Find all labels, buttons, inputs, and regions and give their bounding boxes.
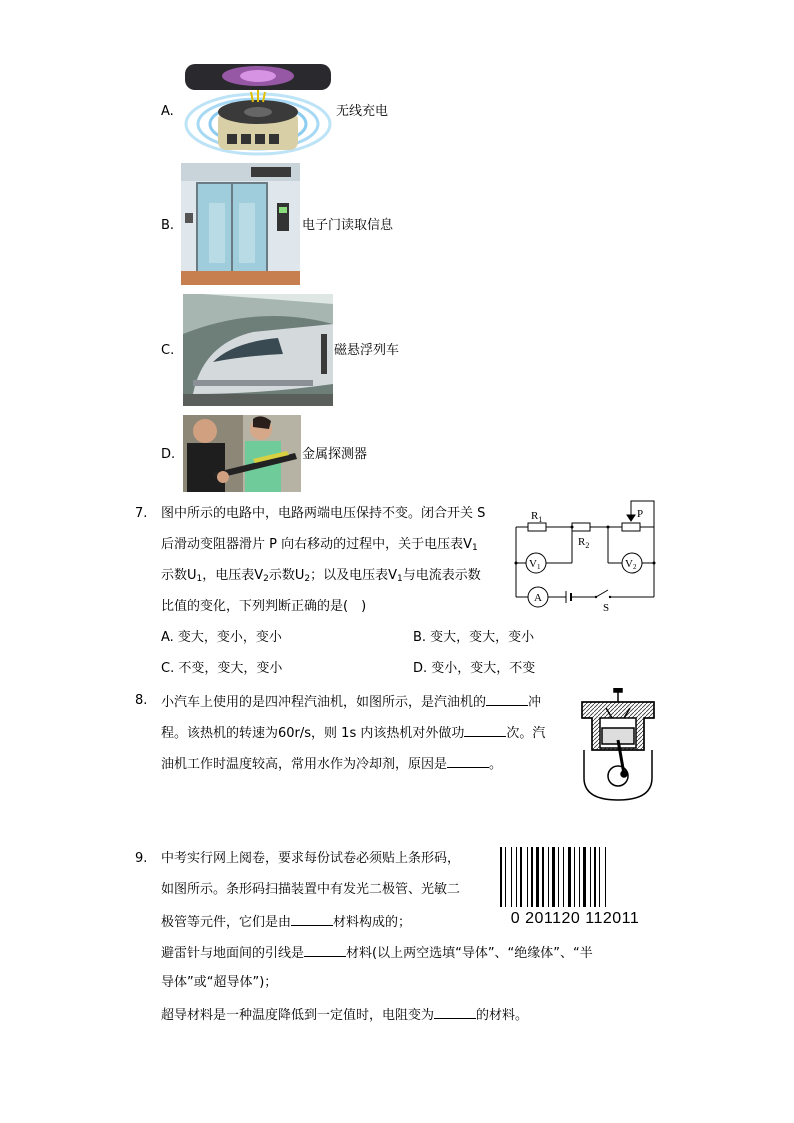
option-a-letter: A. [161,104,174,119]
q7-line1: 图中所示的电路中，电路两端电压保持不变。闭合开关 S [161,506,486,521]
q8-number: 8. [135,693,148,708]
barcode-bar [563,847,564,907]
metal-detector-image [183,415,301,492]
q7-line3: 示数$U_1$，电压表$V_2$示数$U_2$；以及电压表$V_1$与电流表示数 [161,568,481,584]
barcode-bar [590,847,591,907]
q7-line4: 比值的变化，下列判断正确的是( ) [161,599,367,614]
q9-number: 9. [135,851,148,866]
circuit-r2-label: $R_2$ [578,536,590,550]
circuit-s-label: S [603,602,610,614]
barcode-bar [548,847,549,907]
barcode-bar [511,847,512,907]
barcode-digits: 0 201120 112011 [510,910,640,927]
q7-number: 7. [135,506,148,521]
barcode-bar [500,847,502,907]
q9-line1: 中考实行网上阅卷，要求每份试卷必须贴上条形码， [161,851,461,866]
barcode-bar [594,847,596,907]
circuit-r1-label: $R_1$ [531,510,543,524]
barcode-bar [579,847,580,907]
q9-line3: 极管等元件，它们是由 材料构成的； [161,915,412,930]
q8-line1: 小汽车上使用的是四冲程汽油机，如图所示，是汽油机的 冲 [161,695,542,710]
barcode-bar [536,847,539,907]
q8-blank-3[interactable] [447,755,489,768]
circuit-p-label: P [637,508,644,520]
q9-line6: 超导材料是一种温度降低到一定值时，电阻变为 的材料。 [161,1008,529,1023]
option-b-label: 电子门读取信息 [302,218,394,233]
barcode-bar [605,847,606,907]
option-c-letter: C. [161,343,175,358]
option-d-letter: D. [161,447,176,462]
q7-line2: 后滑动变阻器滑片 P 向右移动的过程中，关于电压表$V_1$ [161,537,478,553]
q9-line5: 导体”或“超导体”)； [161,975,278,990]
q7-option-c: C. 不变，变大，变小 [161,661,283,676]
option-b-letter: B. [161,218,175,233]
q9-blank-1[interactable] [291,913,333,926]
barcode-bar [583,847,586,907]
wireless-charger-image [181,62,335,160]
q8-line3: 油机工作时温度较高，常用水作为冷却剂，原因是 。 [161,757,503,772]
barcode-bar [574,847,575,907]
option-a-label: 无线充电 [336,104,389,119]
barcode-bar [552,847,555,907]
q9-blank-2[interactable] [304,944,346,957]
circuit-v2-label: V2 [625,558,637,571]
barcode-bar [527,847,528,907]
barcode-image [492,845,658,927]
q9-blank-3[interactable] [434,1006,476,1019]
circuit-diagram [508,497,660,615]
barcode-bar [558,847,559,907]
option-c-label: 磁悬浮列车 [334,343,400,358]
q7-option-a: A. 变大，变小，变小 [161,630,282,645]
q8-line2: 程。该热机的转速为60r/s，则 1s 内该热机对外做功 次。汽 [161,726,546,741]
q7-option-d: D. 变小，变大，不变 [413,661,536,676]
electronic-door-image [181,163,300,285]
circuit-a-label: A [534,592,542,604]
q7-option-b: B. 变大，变大，变小 [413,630,535,645]
maglev-train-image [183,294,333,406]
q9-line2: 如图所示。条形码扫描装置中有发光二极管、光敏二 [161,882,461,897]
barcode-bar [542,847,544,907]
engine-diagram [578,688,658,804]
circuit-v1-label: V1 [529,558,541,571]
barcode-bar [599,847,600,907]
barcode-bar [505,847,506,907]
q8-blank-2[interactable] [464,724,506,737]
barcode-bar [531,847,533,907]
q8-blank-1[interactable] [486,693,528,706]
q9-line4: 避雷针与地面间的引线是 材料(以上两空选填“导体”、“绝缘体”、“半 [161,946,593,961]
option-d-label: 金属探测器 [302,447,368,462]
barcode-bar [520,847,522,907]
barcode-bar [516,847,517,907]
barcode-bar [568,847,571,907]
